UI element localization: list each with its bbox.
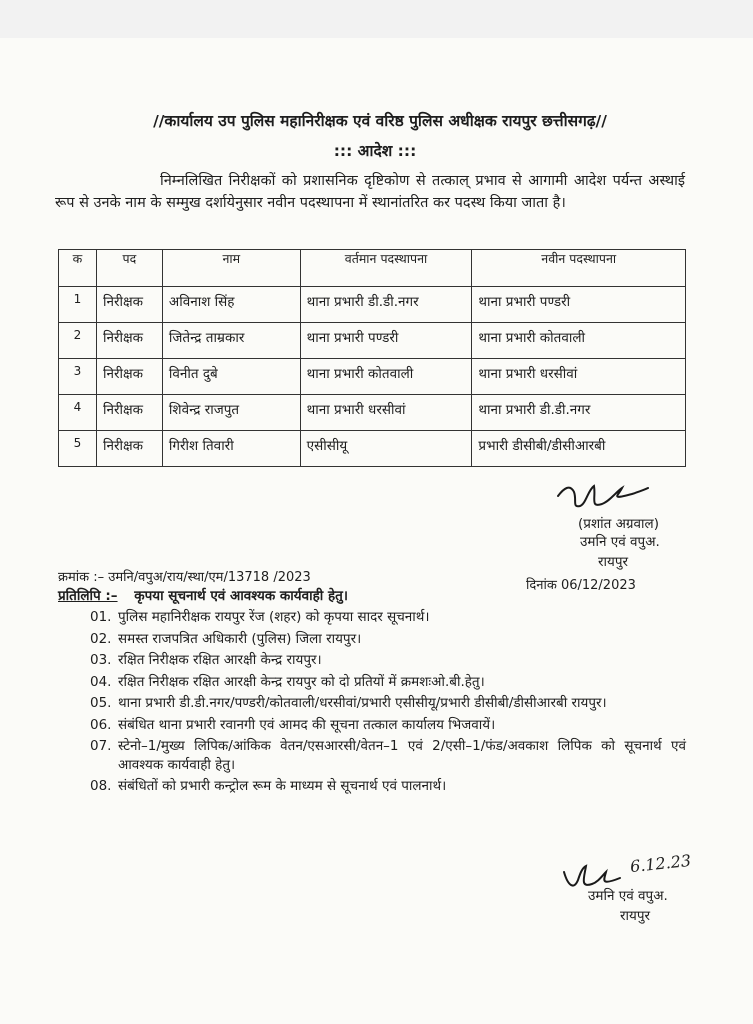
signatory2-place: रायपुर: [620, 908, 651, 924]
transfer-table: [58, 249, 686, 467]
item-text: संबंधित थाना प्रभारी रवानगी एवं आमद की सूचना तत्काल कार्यालय भिजवायें।: [118, 716, 496, 733]
item-text: स्टेनो–1/मुख्य लिपिक/आंकिक वेतन/एसआरसी/वेतन–1 एवं 2/एसी–1/फंड/अवकाश लिपिक को सूचनार्थ एवं आवश्यक कार्यवाही हेतु।: [118, 738, 686, 773]
cell-name: अविनाश सिंह: [162, 287, 300, 323]
signature-mark: [550, 478, 650, 514]
cell-post: निरीक्षक: [96, 431, 162, 467]
signatory2-designation: उमनि एवं वपुअ.: [588, 888, 668, 904]
list-item: [90, 608, 686, 627]
list-item: [90, 694, 686, 713]
order-heading: ::: आदेश :::: [333, 142, 417, 160]
cell-post: निरीक्षक: [96, 359, 162, 395]
table-row: [59, 359, 686, 395]
cell-name: विनीत दुबे: [162, 359, 300, 395]
signatory-place: रायपुर: [598, 554, 629, 570]
list-item: [90, 737, 686, 774]
col-header-current-posting: वर्तमान पदस्थापना: [300, 250, 472, 287]
cell-serial: 2: [59, 323, 97, 359]
table-row: [59, 323, 686, 359]
item-number: 03.: [90, 652, 112, 668]
screen-top-margin: [0, 0, 753, 38]
item-text: संबंधितों को प्रभारी कन्ट्रोल रूम के माध्यम से सूचनार्थ एवं पालनार्थ।: [118, 778, 447, 794]
cell-post: निरीक्षक: [96, 395, 162, 431]
item-text: रक्षित निरीक्षक रक्षित आरक्षी केन्द्र रायपुर।: [118, 652, 322, 668]
cell-current-posting: थाना प्रभारी धरसीवां: [300, 395, 472, 431]
col-header-post: पद: [96, 250, 162, 287]
copy-label: प्रतिलिपि :–: [58, 588, 118, 604]
cell-current-posting: थाना प्रभारी पण्डरी: [300, 323, 472, 359]
item-number: 02.: [90, 630, 112, 647]
signatory-name: (प्रशांत अग्रवाल): [578, 516, 659, 532]
cell-new-posting: प्रभारी डीसीबी/डीसीआरबी: [472, 431, 686, 467]
item-number: 01.: [90, 609, 112, 625]
col-header-name: नाम: [162, 250, 300, 287]
cell-current-posting: थाना प्रभारी कोतवाली: [300, 359, 472, 395]
col-header-new-posting: नवीन पदस्थापना: [472, 250, 686, 287]
table-row: [59, 287, 686, 323]
signatory-designation: उमनि एवं वपुअ.: [580, 534, 660, 550]
copy-list: [90, 608, 686, 799]
cell-name: जितेन्द्र ताम्रकार: [162, 323, 300, 359]
table-header-row: [59, 250, 686, 287]
copy-text: कृपया सूचनार्थ एवं आवश्यक कार्यवाही हेतु।: [134, 588, 348, 604]
memo-date: दिनांक 06/12/2023: [526, 578, 636, 593]
handwritten-date: 6.12.23: [629, 850, 692, 877]
office-title: //कार्यालय उप पुलिस महानिरीक्षक एवं वरिष्ठ पुलिस अधीक्षक रायपुर छत्तीसगढ़//: [153, 112, 607, 130]
cell-new-posting: थाना प्रभारी डी.डी.नगर: [472, 395, 686, 431]
list-item: [90, 777, 686, 796]
cell-post: निरीक्षक: [96, 287, 162, 323]
cell-new-posting: थाना प्रभारी धरसीवां: [472, 359, 686, 395]
table-row: [59, 431, 686, 467]
cell-serial: 3: [59, 359, 97, 395]
intro-text: निम्नलिखित निरीक्षकों को प्रशासनिक दृष्टिकोण से तत्काल् प्रभाव से आगामी आदेश पर्यन्त अस्थाई रूप से उनके नाम के सम्मुख दर्शायेनुसार नवीन पदस्थापना में स्थानांतरित कर पदस्थ किया जाता है।: [55, 173, 685, 211]
list-item: [90, 630, 686, 649]
memo-number: क्रमांक :– उमनि/वपुअ/राय/स्था/एम/13718 /2023: [58, 570, 311, 585]
cell-serial: 1: [59, 287, 97, 323]
item-number: 05.: [90, 695, 112, 711]
item-text: समस्त राजपत्रित अधिकारी (पुलिस) जिला रायपुर।: [118, 630, 362, 647]
cell-name: शिवेन्द्र राजपुत: [162, 395, 300, 431]
cell-serial: 4: [59, 395, 97, 431]
cell-name: गिरीश तिवारी: [162, 431, 300, 467]
intro-paragraph: [55, 170, 685, 214]
table-row: [59, 395, 686, 431]
cell-post: निरीक्षक: [96, 323, 162, 359]
item-text: रक्षित निरीक्षक रक्षित आरक्षी केन्द्र रायपुर को दो प्रतियों में क्रमशःओ.बी.हेतु।: [118, 673, 485, 690]
item-number: 08.: [90, 778, 112, 794]
item-number: 04.: [90, 673, 112, 690]
cell-serial: 5: [59, 431, 97, 467]
cell-current-posting: थाना प्रभारी डी.डी.नगर: [300, 287, 472, 323]
item-text: थाना प्रभारी डी.डी.नगर/पण्डरी/कोतवाली/धरसीवां/प्रभारी एसीसीयू/प्रभारी डीसीबी/डीसीआरबी रायपुर।: [118, 695, 607, 711]
cell-current-posting: एसीसीयू: [300, 431, 472, 467]
list-item: [90, 673, 686, 692]
list-item: [90, 651, 686, 670]
list-item: [90, 716, 686, 735]
cell-new-posting: थाना प्रभारी पण्डरी: [472, 287, 686, 323]
item-text: पुलिस महानिरीक्षक रायपुर रेंज (शहर) को कृपया सादर सूचनार्थ।: [118, 609, 430, 625]
item-number: 07.: [90, 738, 112, 754]
item-number: 06.: [90, 716, 112, 733]
cell-new-posting: थाना प्रभारी कोतवाली: [472, 323, 686, 359]
col-header-serial: क: [59, 250, 97, 287]
copy-heading: [58, 586, 348, 604]
